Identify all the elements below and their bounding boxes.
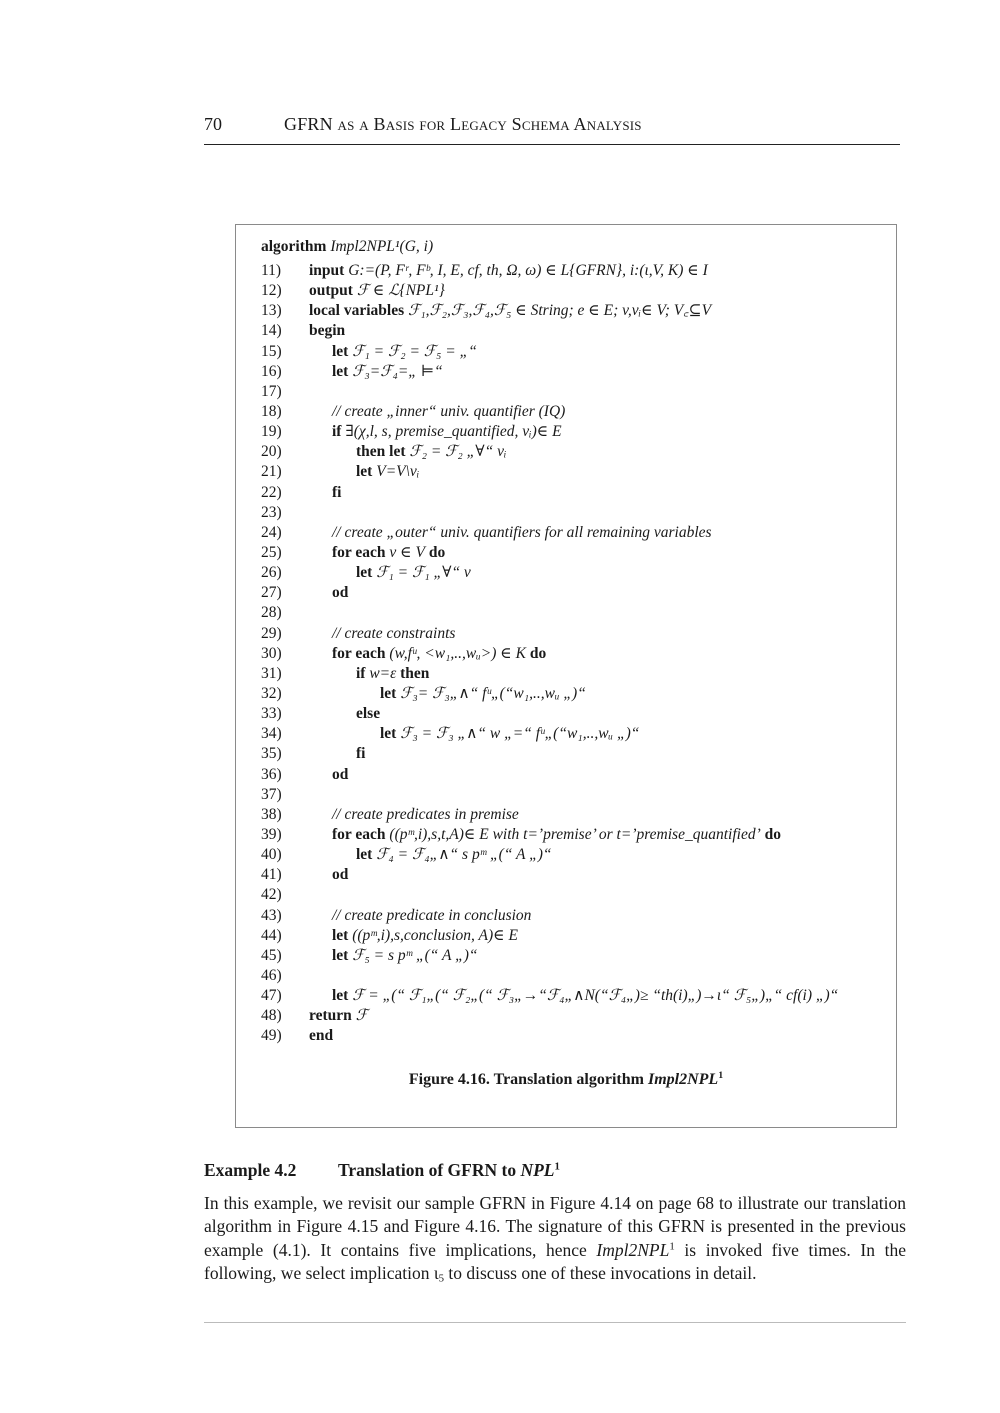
algorithm-line (261, 583, 891, 603)
line-expression: ℱ₃= ℱ₃„∧“ fᵘ„(“w₁,..,wᵤ „)“ (400, 684, 586, 702)
line-keyword: for each (332, 644, 386, 662)
line-number: 34) (261, 725, 282, 743)
algorithm-line (261, 825, 891, 845)
line-expression: ℱ₂ = ℱ₂ „∀“ vᵢ (409, 443, 507, 461)
line-expression: ℱ₁ = ℱ₂ = ℱ₅ = „“ (352, 342, 477, 360)
line-keyword: let (332, 342, 349, 360)
line-keyword: let (356, 846, 373, 864)
algorithm-line (261, 483, 891, 503)
line-number: 20) (261, 443, 282, 461)
line-keyword: input (309, 262, 345, 279)
line-expression: ((pᵐ,i),s,t,A)∈ E with t=’premise’ or t=’premise_quantified’ (389, 825, 761, 843)
line-code (309, 281, 445, 301)
line-keyword: then let (356, 443, 406, 461)
algorithm-line (261, 664, 891, 684)
line-number: 22) (261, 483, 282, 501)
line-number: 33) (261, 705, 282, 723)
line-expression: // create „inner“ univ. quantifier (IQ) (332, 402, 566, 420)
line-keyword: let (332, 987, 349, 1005)
line-code (332, 765, 348, 785)
line-keyword: let (332, 946, 349, 964)
line-keyword: fi (332, 483, 342, 501)
line-number: 42) (261, 886, 282, 904)
body-text-part-2: is invoked five times. In the following, we select implication ι (204, 1239, 906, 1284)
line-number: 37) (261, 785, 282, 803)
line-code (356, 462, 419, 482)
line-expression: // create „outer“ univ. quantifiers for all remaining variables (332, 523, 712, 541)
algorithm-line (261, 644, 891, 664)
line-code (309, 261, 708, 281)
line-keyword: if (356, 664, 366, 682)
algorithm-line (261, 281, 891, 301)
line-code (332, 865, 348, 885)
algorithm-line (261, 563, 891, 583)
algorithm-header (261, 238, 433, 256)
line-code (356, 563, 471, 583)
line-code (332, 523, 712, 543)
line-keyword: let (332, 362, 349, 380)
line-number: 19) (261, 423, 282, 441)
line-keyword: output (309, 282, 353, 300)
line-keyword: od (332, 765, 349, 783)
figure-caption-name: Impl2NPL (647, 1071, 719, 1088)
line-number: 18) (261, 402, 282, 420)
algorithm-line (261, 684, 891, 704)
line-keyword: let (356, 463, 373, 481)
line-expression: ℱ₃=ℱ₄=„ ⊨“ (352, 362, 443, 380)
body-algorithm-name: Impl2NPL (596, 1239, 670, 1260)
running-header (204, 114, 900, 145)
line-keyword: return (309, 1007, 352, 1025)
algorithm-line (261, 724, 891, 744)
line-code (332, 402, 565, 422)
algorithm-line (261, 1006, 891, 1026)
line-code (332, 906, 531, 926)
line-number: 41) (261, 866, 282, 884)
algorithm-line (261, 1026, 891, 1046)
running-title: GFRN as a Basis for Legacy Schema Analysis (284, 114, 642, 134)
algorithm-line (261, 442, 891, 462)
figure-caption-sup: 1 (718, 1069, 724, 1081)
line-code (356, 664, 429, 684)
algorithm-line (261, 885, 891, 905)
line-expression: ℱ₁ = ℱ₁ „∀“ v (376, 564, 471, 582)
line-keyword-trailing: do (764, 825, 781, 843)
line-expression: (w,fᵘ, <w₁,..,wᵤ>) ∈ K (389, 644, 526, 662)
line-keyword: let (380, 725, 397, 743)
line-code (309, 1026, 333, 1046)
line-expression: v ∈ V (389, 543, 425, 561)
line-number: 45) (261, 946, 282, 964)
algorithm-line (261, 382, 891, 402)
line-number: 39) (261, 825, 282, 843)
page-number: 70 (204, 114, 222, 134)
algorithm-line (261, 785, 891, 805)
line-keyword: od (332, 584, 349, 602)
line-keyword: begin (309, 322, 346, 340)
line-number: 31) (261, 664, 282, 682)
line-number: 36) (261, 765, 282, 783)
line-code (332, 986, 838, 1006)
line-expression: // create predicates in premise (332, 805, 519, 823)
line-keyword: for each (332, 543, 386, 561)
line-code (356, 744, 365, 764)
line-expression: ℱ₄ = ℱ₄„∧“ s pᵐ „(“ A „)“ (376, 846, 552, 864)
algorithm-line (261, 865, 891, 885)
line-expression: ∃(χ,l, s, premise_quantified, vᵢ)∈ E (345, 423, 562, 441)
line-number: 24) (261, 523, 282, 541)
line-keyword: let (332, 926, 349, 944)
line-number: 48) (261, 1007, 282, 1025)
line-code (332, 362, 443, 382)
example-title (338, 1160, 560, 1181)
line-number: 15) (261, 342, 282, 360)
algorithm-line (261, 805, 891, 825)
line-code (332, 805, 519, 825)
figure-caption-prefix: Figure 4.16. Translation algorithm (408, 1071, 648, 1088)
line-keyword: let (356, 564, 373, 582)
line-number: 11) (261, 262, 282, 279)
line-code (309, 301, 711, 321)
body-text-part-1: In this example, we revisit our sample GFRN in Figure 4.14 on page 68 to illustrate our translation algorithm in Figure 4.15 and Figure 4.16. The signature of this GFRN is presented in the previous example (4.1). It contains five implications, hence (204, 1193, 906, 1260)
line-number: 49) (261, 1027, 282, 1045)
line-keyword: od (332, 866, 349, 884)
line-number: 27) (261, 584, 282, 602)
line-code (332, 624, 455, 644)
line-number: 38) (261, 805, 282, 823)
algorithm-line (261, 946, 891, 966)
line-expression: ℱ₁,ℱ₂,ℱ₃,ℱ₄,ℱ₅ ∈ String; e ∈ E; v,vᵢ∈ V; V꜀⊆V (408, 302, 712, 320)
algorithm-line (261, 603, 891, 623)
algorithm-keyword: algorithm (261, 238, 327, 255)
line-number: 17) (261, 382, 282, 400)
line-number: 28) (261, 604, 282, 622)
example-label: Example 4.2 (204, 1160, 297, 1180)
algorithm-line (261, 543, 891, 563)
line-number: 47) (261, 987, 282, 1005)
line-number: 12) (261, 282, 282, 300)
line-code (309, 1006, 368, 1026)
algorithm-line (261, 321, 891, 341)
line-number: 32) (261, 684, 282, 702)
algorithm-line (261, 342, 891, 362)
algorithm-line (261, 906, 891, 926)
line-code (332, 422, 562, 442)
line-expression: V=V\vᵢ (376, 463, 420, 481)
line-number: 30) (261, 644, 282, 662)
line-code (332, 483, 341, 503)
line-keyword: end (309, 1027, 334, 1045)
figure-caption (235, 1071, 897, 1089)
line-code (332, 583, 348, 603)
line-keyword: let (380, 684, 397, 702)
body-algorithm-sup: 1 (669, 1240, 675, 1253)
algorithm-line (261, 301, 891, 321)
algorithm-line (261, 765, 891, 785)
line-number: 46) (261, 966, 282, 984)
algorithm-line (261, 704, 891, 724)
line-keyword: for each (332, 825, 386, 843)
line-number: 26) (261, 564, 282, 582)
line-code (356, 704, 380, 724)
algorithm-signature: Impl2NPL¹(G, i) (330, 238, 434, 255)
algorithm-line (261, 402, 891, 422)
body-text-part-3: to discuss one of these invocations in detail. (444, 1263, 757, 1284)
example-title-prefix: Translation of GFRN to (338, 1160, 521, 1180)
line-code (332, 543, 445, 563)
algorithm-line (261, 986, 891, 1006)
line-number: 29) (261, 624, 282, 642)
algorithm-line (261, 845, 891, 865)
algorithm-line (261, 503, 891, 523)
line-expression: // create constraints (332, 624, 456, 642)
line-expression: ℱ = „(“ ℱ₁„(“ ℱ₂„(“ ℱ₃„→“ℱ₄„∧N(“ℱ₄„)≥ “th(i)„)→ι“ ℱ₅„)„“ cf(i) „)“ (352, 987, 839, 1005)
line-code (380, 684, 586, 704)
line-keyword-trailing: then (400, 664, 430, 682)
line-keyword: else (356, 705, 381, 723)
algorithm-lines (261, 261, 891, 1046)
line-number: 13) (261, 302, 282, 320)
line-number: 43) (261, 906, 282, 924)
line-number: 14) (261, 322, 282, 340)
algorithm-line (261, 926, 891, 946)
line-expression: ℱ₃ = ℱ₃ „∧“ w „=“ fᵘ„(“w₁,..,wᵤ „)“ (400, 725, 640, 743)
line-keyword-trailing: do (428, 543, 446, 561)
algorithm-line (261, 523, 891, 543)
line-code (356, 845, 552, 865)
line-code (332, 342, 477, 362)
line-code (332, 644, 546, 664)
example-title-sup: 1 (554, 1160, 560, 1173)
line-expression: // create predicate in conclusion (332, 906, 532, 924)
line-number: 16) (261, 362, 282, 380)
line-code (332, 946, 477, 966)
line-number: 23) (261, 503, 282, 521)
algorithm-line (261, 624, 891, 644)
algorithm-line (261, 362, 891, 382)
footer-rule (204, 1322, 906, 1323)
line-keyword: if (332, 423, 342, 441)
algorithm-line (261, 966, 891, 986)
line-code (332, 926, 518, 946)
line-code (356, 442, 506, 462)
line-code (332, 825, 781, 845)
line-number: 25) (261, 543, 282, 561)
algorithm-line (261, 261, 891, 281)
body-paragraph (204, 1192, 906, 1286)
line-number: 44) (261, 926, 282, 944)
line-keyword-trailing: do (529, 644, 547, 662)
line-expression: w=ε (369, 664, 397, 682)
example-title-name: NPL (520, 1160, 555, 1180)
line-keyword: fi (356, 745, 366, 763)
line-expression: ℱ (355, 1007, 368, 1025)
line-expression: ((pᵐ,i),s,conclusion, A)∈ E (352, 926, 518, 944)
algorithm-line (261, 462, 891, 482)
algorithm-line (261, 744, 891, 764)
line-number: 21) (261, 463, 282, 481)
line-expression: ℱ₅ = s pᵐ „(“ A „)“ (352, 946, 478, 964)
line-keyword: local variables (309, 302, 405, 320)
body-implication-sub: 5 (438, 1272, 445, 1285)
line-code (380, 724, 639, 744)
line-number: 35) (261, 745, 282, 763)
algorithm-line (261, 422, 891, 442)
line-number: 40) (261, 846, 282, 864)
line-expression: ℱ ∈ ℒ{NPL¹} (356, 282, 445, 300)
line-expression: G:=(P, Fʳ, Fᵇ, I, E, cf, th, Ω, ω) ∈ L{GFRN}, i:(ι,V, K) ∈ I (348, 262, 708, 279)
line-code (309, 321, 345, 341)
